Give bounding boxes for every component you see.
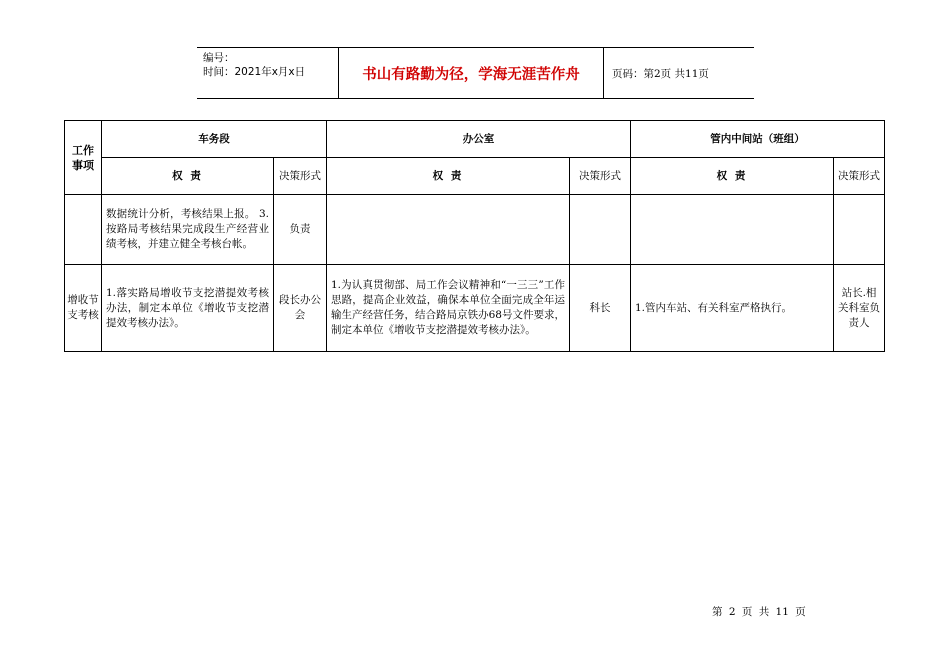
header-motto: 书山有路勤为径，学海无涯苦作舟 xyxy=(339,48,604,98)
row2-dept1-form: 段长办公会 xyxy=(274,265,327,352)
row2-item: 增收节支考核 xyxy=(65,265,102,352)
row2-dept3-form: 站长.相关科室负责人 xyxy=(834,265,885,352)
document-header xyxy=(197,47,754,99)
row1-dept2-form xyxy=(570,195,631,265)
row2-dept2-form: 科长 xyxy=(570,265,631,352)
row2-dept3-resp: 1.管内车站、有关科室严格执行。 xyxy=(631,265,834,352)
page-footer: 第 2 页 共 11 页 xyxy=(712,606,806,618)
row1-dept1-form: 负责 xyxy=(274,195,327,265)
dept3-form-header: 决策形式 xyxy=(834,158,885,195)
col-item-header: 工作事项 xyxy=(65,121,102,195)
dept1-header: 车务段 xyxy=(102,121,327,158)
dept2-header: 办公室 xyxy=(327,121,631,158)
responsibility-table xyxy=(64,120,885,352)
row1-dept2-resp xyxy=(327,195,570,265)
row1-dept3-resp xyxy=(631,195,834,265)
row1-item xyxy=(65,195,102,265)
dept2-resp-header: 权 责 xyxy=(327,158,570,195)
number-label: 编号： xyxy=(203,52,235,64)
row2-dept1-resp: 1.落实路局增收节支挖潜提效考核办法，制定本单位《增收节支挖潜提效考核办法》。 xyxy=(102,265,274,352)
table-row xyxy=(65,195,885,265)
table-row xyxy=(65,265,885,352)
row1-dept1-resp: 数据统计分析，考核结果上报。 3.按路局考核结果完成段生产经营业绩考核，并建立健全考核台帐。 xyxy=(102,195,274,265)
dept2-form-header: 决策形式 xyxy=(570,158,631,195)
dept3-header: 管内中间站（班组） xyxy=(631,121,885,158)
row1-dept3-form xyxy=(834,195,885,265)
header-page-label: 页码：第2页 共11页 xyxy=(612,67,709,80)
dept3-resp-header: 权 责 xyxy=(631,158,834,195)
dept1-form-header: 决策形式 xyxy=(274,158,327,195)
header-meta xyxy=(197,48,339,98)
dept1-resp-header: 权 责 xyxy=(102,158,274,195)
time-label: 时间：2021年x月x日 xyxy=(203,66,306,78)
row2-dept2-resp: 1.为认真贯彻部、局工作会议精神和“一三三”工作思路，提高企业效益，确保本单位全面完成全年运输生产经营任务，结合路局京铁办68号文件要求，制定本单位《增收节支挖潜提效考核办法》。 xyxy=(327,265,570,352)
